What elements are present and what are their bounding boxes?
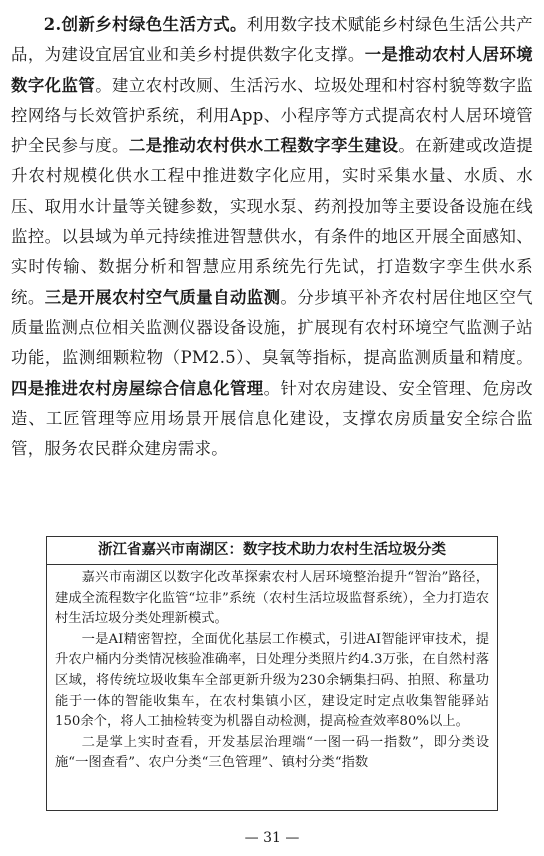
case-study-body [47, 565, 497, 774]
point-two-text: 。在新建或改造提升农村规模化供水工程中推进数字化应用，实时采集水量、水质、水压、取用水计量等关键参数，实现水泵、药剂投加等主要设备设施在线监控。以县域为单元持续推进智慧供水，有条件的地区开展全面感知、实时传输、数据分析和智慧应用系统先行先试，打造数字孪生供水系统。 [11, 136, 533, 307]
point-one-text: 。建立农村改厕、生活污水、垃圾处理和村容村貌等数字监控网络与长效管护系统，利用App、小程序等方式提高农村人居环境管护全民参与度。 [11, 75, 533, 156]
case-paragraph: 嘉兴市南湖区以数字化改革探索农村人居环境整治提升“智治”路径，建成全流程数字化监管“垃非”系统（农村生活垃圾监督系统），全力打造农村生活垃圾分类处理新模式。 [55, 570, 489, 627]
case-study-box [46, 536, 498, 811]
main-text [11, 10, 533, 464]
point-one-heading: 一是推动农村人居环境数字化监管 [11, 45, 533, 95]
case-study-title: 浙江省嘉兴市南湖区：数字技术助力农村生活垃圾分类 [47, 537, 497, 565]
point-four-heading: 四是推进农村房屋综合信息化管理 [11, 378, 264, 398]
body-paragraph [11, 10, 533, 464]
page-number: — 31 — [244, 830, 300, 846]
point-two-heading: 二是推动农村供水工程数字孪生建设 [128, 136, 399, 156]
point-three-heading: 三是开展农村空气质量自动监测 [44, 287, 281, 307]
section-heading: 2.创新乡村绿色生活方式。 [43, 15, 247, 34]
point-four-text: 。针对农房建设、安全管理、危房改造、工匠管理等应用场景开展信息化建设，支撑农房质量安全综合监管，服务农民群众建房需求。 [11, 378, 533, 459]
case-paragraph: 一是AI精密智控，全面优化基层工作模式，引进AI智能评审技术，提升农户桶内分类情况核验准确率，日处理分类照片约4.3万张，在自然村落区域，将传统垃圾收集车全部更新升级为230余辆集扫码、拍照、称量功能于一体的智能收集车，在农村集镇小区，建设定时定点收集智能驿站150余个，将人工抽检转变为机器自动检测，提高检查效率80%以上。 [55, 631, 489, 730]
case-paragraph: 二是掌上实时查看，开发基层治理端“一图一码一指数”，即分类设施“一图查看”、农户分类“三色管理”、镇村分类“指数 [55, 734, 489, 771]
intro-sentence: 利用数字技术赋能乡村绿色生活公共产品，为建设宜居宜业和美乡村提供数字化支撑。 [11, 15, 533, 65]
point-three-text: 。分步填平补齐农村居住地区空气质量监测点位相关监测仪器设备设施，扩展现有农村环境空气监测子站功能，监测细颗粒物（PM2.5）、臭氧等指标，提高监测质量和精度。 [11, 287, 533, 368]
